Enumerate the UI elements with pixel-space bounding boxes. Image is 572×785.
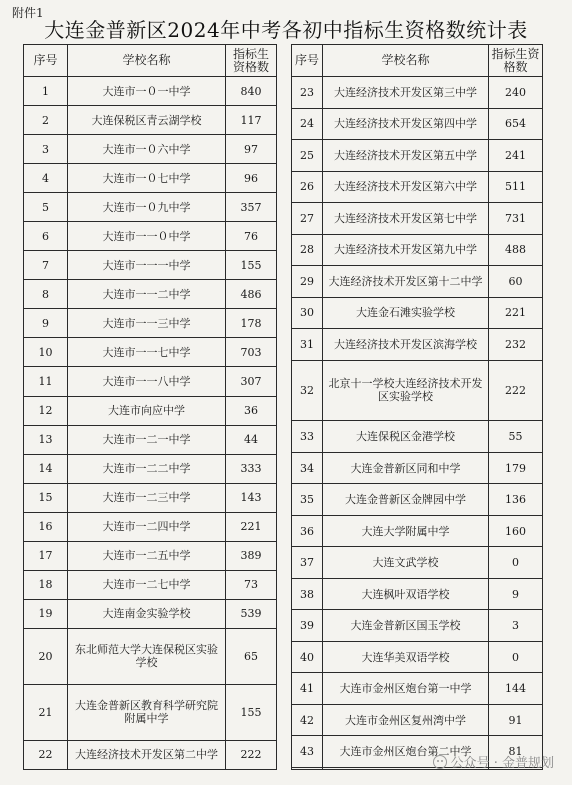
right-table (291, 44, 543, 770)
row-number: 42 (292, 704, 323, 736)
table-header-row (24, 45, 277, 77)
row-number: 29 (292, 266, 323, 298)
row-number: 24 (292, 108, 323, 140)
row-number: 17 (24, 541, 68, 570)
school-name: 大连市一一三中学 (68, 309, 226, 338)
school-name: 大连市金州区复州湾中学 (323, 704, 489, 736)
school-name: 大连市一二三中学 (68, 483, 226, 512)
school-name: 大连市一一０中学 (68, 222, 226, 251)
quota-count: 136 (489, 484, 543, 516)
school-name: 大连金普新区金牌园中学 (323, 484, 489, 516)
school-name: 大连金普新区教育科学研究院附属中学 (68, 684, 226, 740)
school-name: 大连经济技术开发区第六中学 (323, 171, 489, 203)
school-name: 大连市一二一中学 (68, 425, 226, 454)
row-number: 32 (292, 360, 323, 421)
quota-count: 81 (489, 736, 543, 768)
table-row (292, 547, 543, 579)
row-number: 10 (24, 338, 68, 367)
table-row (292, 610, 543, 642)
right-table-body (292, 77, 543, 770)
quota-count: 9 (489, 578, 543, 610)
row-number: 39 (292, 610, 323, 642)
quota-count: 65 (226, 628, 277, 684)
table-row (24, 135, 277, 164)
quota-count: 179 (489, 452, 543, 484)
table-row (292, 77, 543, 109)
quota-count: 511 (489, 171, 543, 203)
table-row (24, 628, 277, 684)
row-number: 18 (24, 570, 68, 599)
quota-count: 3 (489, 610, 543, 642)
row-number: 16 (24, 512, 68, 541)
row-number: 30 (292, 297, 323, 329)
table-row (24, 512, 277, 541)
quota-count: 143 (226, 483, 277, 512)
quota-count: 221 (226, 512, 277, 541)
table-row (292, 266, 543, 298)
table-row (292, 360, 543, 421)
school-name: 大连市一０一中学 (68, 77, 226, 106)
school-name: 大连枫叶双语学校 (323, 578, 489, 610)
table-row (292, 515, 543, 547)
header-count: 指标生资格数 (226, 45, 277, 77)
table-row (292, 203, 543, 235)
table-row (24, 77, 277, 106)
school-name: 大连经济技术开发区第二中学 (68, 740, 226, 769)
table-row (24, 740, 277, 769)
school-name: 大连经济技术开发区第四中学 (323, 108, 489, 140)
table-row (24, 684, 277, 740)
table-row (24, 570, 277, 599)
row-number (292, 767, 323, 769)
school-name: 大连市一二七中学 (68, 570, 226, 599)
row-number: 31 (292, 329, 323, 361)
school-name: 大连经济技术开发区第三中学 (323, 77, 489, 109)
school-name: 大连金石滩实验学校 (323, 297, 489, 329)
school-name: 大连市一一八中学 (68, 367, 226, 396)
quota-count: 155 (226, 251, 277, 280)
quota-count: 55 (489, 421, 543, 453)
quota-count: 73 (226, 570, 277, 599)
quota-count: 117 (226, 106, 277, 135)
row-number: 13 (24, 425, 68, 454)
row-number: 27 (292, 203, 323, 235)
table-header-row (292, 45, 543, 77)
school-name: 大连市一一七中学 (68, 338, 226, 367)
table-row (292, 421, 543, 453)
quota-count: 240 (489, 77, 543, 109)
page-title: 大连金普新区2024年中考各初中指标生资格数统计表 (44, 18, 528, 42)
row-number: 37 (292, 547, 323, 579)
school-name: 大连南金实验学校 (68, 599, 226, 628)
watermark-text: 公众号 · 金普规划 (450, 756, 554, 771)
table-row (24, 338, 277, 367)
table-row (24, 309, 277, 338)
row-number: 2 (24, 106, 68, 135)
school-name: 大连经济技术开发区第五中学 (323, 140, 489, 172)
quota-count: 307 (226, 367, 277, 396)
school-name: 大连经济技术开发区滨海学校 (323, 329, 489, 361)
quota-count: 76 (226, 222, 277, 251)
school-name: 大连市金州区炮台第一中学 (323, 673, 489, 705)
table-row (292, 171, 543, 203)
quota-count: 160 (489, 515, 543, 547)
row-number: 41 (292, 673, 323, 705)
school-name: 大连经济技术开发区第十二中学 (323, 266, 489, 298)
table-row (292, 704, 543, 736)
school-name: 大连经济技术开发区第七中学 (323, 203, 489, 235)
school-name: 东北师范大学大连保税区实验学校 (68, 628, 226, 684)
table-row (292, 673, 543, 705)
row-number: 6 (24, 222, 68, 251)
tables-container (23, 44, 541, 770)
header-no: 序号 (24, 45, 68, 77)
left-table (23, 44, 277, 770)
quota-count: 144 (489, 673, 543, 705)
school-name: 大连保税区金港学校 (323, 421, 489, 453)
header-school: 学校名称 (68, 45, 226, 77)
table-row (24, 541, 277, 570)
school-name: 大连市一０九中学 (68, 193, 226, 222)
left-table-body (24, 77, 277, 770)
quota-count: 178 (226, 309, 277, 338)
header-no: 序号 (292, 45, 323, 77)
row-number: 28 (292, 234, 323, 266)
wechat-icon (433, 755, 447, 769)
row-number: 43 (292, 736, 323, 768)
table-row (292, 108, 543, 140)
table-row (24, 599, 277, 628)
row-number: 12 (24, 396, 68, 425)
table-row (292, 484, 543, 516)
table-row (24, 251, 277, 280)
table-row (292, 234, 543, 266)
school-name: 大连市一０六中学 (68, 135, 226, 164)
school-name: 大连市向应中学 (68, 396, 226, 425)
school-name: 大连市一０七中学 (68, 164, 226, 193)
quota-count: 96 (226, 164, 277, 193)
row-number: 19 (24, 599, 68, 628)
school-name: 大连经济技术开发区第九中学 (323, 234, 489, 266)
quota-count: 221 (489, 297, 543, 329)
quota-count: 0 (489, 547, 543, 579)
table-row (292, 329, 543, 361)
row-number: 35 (292, 484, 323, 516)
quota-count: 731 (489, 203, 543, 235)
quota-count: 97 (226, 135, 277, 164)
quota-count: 703 (226, 338, 277, 367)
table-row (24, 280, 277, 309)
table-row (24, 222, 277, 251)
row-number: 7 (24, 251, 68, 280)
school-name: 大连保税区青云湖学校 (68, 106, 226, 135)
quota-count: 654 (489, 108, 543, 140)
school-name: 大连市金州区炮台第二中学 (323, 736, 489, 768)
quota-count: 222 (489, 360, 543, 421)
row-number: 11 (24, 367, 68, 396)
quota-count: 840 (226, 77, 277, 106)
school-name: 大连市一一一中学 (68, 251, 226, 280)
school-name: 大连华美双语学校 (323, 641, 489, 673)
quota-count: 232 (489, 329, 543, 361)
row-number: 5 (24, 193, 68, 222)
table-row (292, 641, 543, 673)
table-row (24, 164, 277, 193)
school-name: 大连市一二四中学 (68, 512, 226, 541)
quota-count: 486 (226, 280, 277, 309)
table-row (24, 425, 277, 454)
row-number: 25 (292, 140, 323, 172)
table-row (24, 396, 277, 425)
attachment-label: 附件1 (12, 6, 44, 20)
table-row (24, 193, 277, 222)
quota-count: 36 (226, 396, 277, 425)
quota-count: 60 (489, 266, 543, 298)
table-row (24, 367, 277, 396)
row-number: 4 (24, 164, 68, 193)
row-number: 20 (24, 628, 68, 684)
header-school: 学校名称 (323, 45, 489, 77)
row-number: 40 (292, 641, 323, 673)
quota-count: 155 (226, 684, 277, 740)
school-name: 大连文武学校 (323, 547, 489, 579)
table-row (292, 140, 543, 172)
table-row (292, 452, 543, 484)
school-name: 大连市一一二中学 (68, 280, 226, 309)
quota-count: 241 (489, 140, 543, 172)
table-row (24, 454, 277, 483)
school-name: 北京十一学校大连经济技术开发区实验学校 (323, 360, 489, 421)
row-number: 34 (292, 452, 323, 484)
row-number: 38 (292, 578, 323, 610)
watermark (433, 752, 554, 771)
quota-count: 333 (226, 454, 277, 483)
row-number: 33 (292, 421, 323, 453)
quota-count: 357 (226, 193, 277, 222)
quota-count: 44 (226, 425, 277, 454)
table-row (24, 483, 277, 512)
row-number: 36 (292, 515, 323, 547)
table-row (292, 297, 543, 329)
table-row (292, 578, 543, 610)
school-name: 大连市一二二中学 (68, 454, 226, 483)
row-number: 23 (292, 77, 323, 109)
row-number: 26 (292, 171, 323, 203)
header-count: 指标生资格数 (489, 45, 543, 77)
school-name: 大连大学附属中学 (323, 515, 489, 547)
row-number: 15 (24, 483, 68, 512)
row-number: 22 (24, 740, 68, 769)
quota-count: 488 (489, 234, 543, 266)
row-number: 14 (24, 454, 68, 483)
school-name: 大连金普新区同和中学 (323, 452, 489, 484)
table-row (24, 106, 277, 135)
quota-count: 91 (489, 704, 543, 736)
quota-count: 539 (226, 599, 277, 628)
quota-count: 389 (226, 541, 277, 570)
row-number: 8 (24, 280, 68, 309)
row-number: 1 (24, 77, 68, 106)
school-name: 大连金普新区国玉学校 (323, 610, 489, 642)
row-number: 21 (24, 684, 68, 740)
row-number: 9 (24, 309, 68, 338)
school-name: 大连市一二五中学 (68, 541, 226, 570)
quota-count: 0 (489, 641, 543, 673)
row-number: 3 (24, 135, 68, 164)
quota-count: 222 (226, 740, 277, 769)
